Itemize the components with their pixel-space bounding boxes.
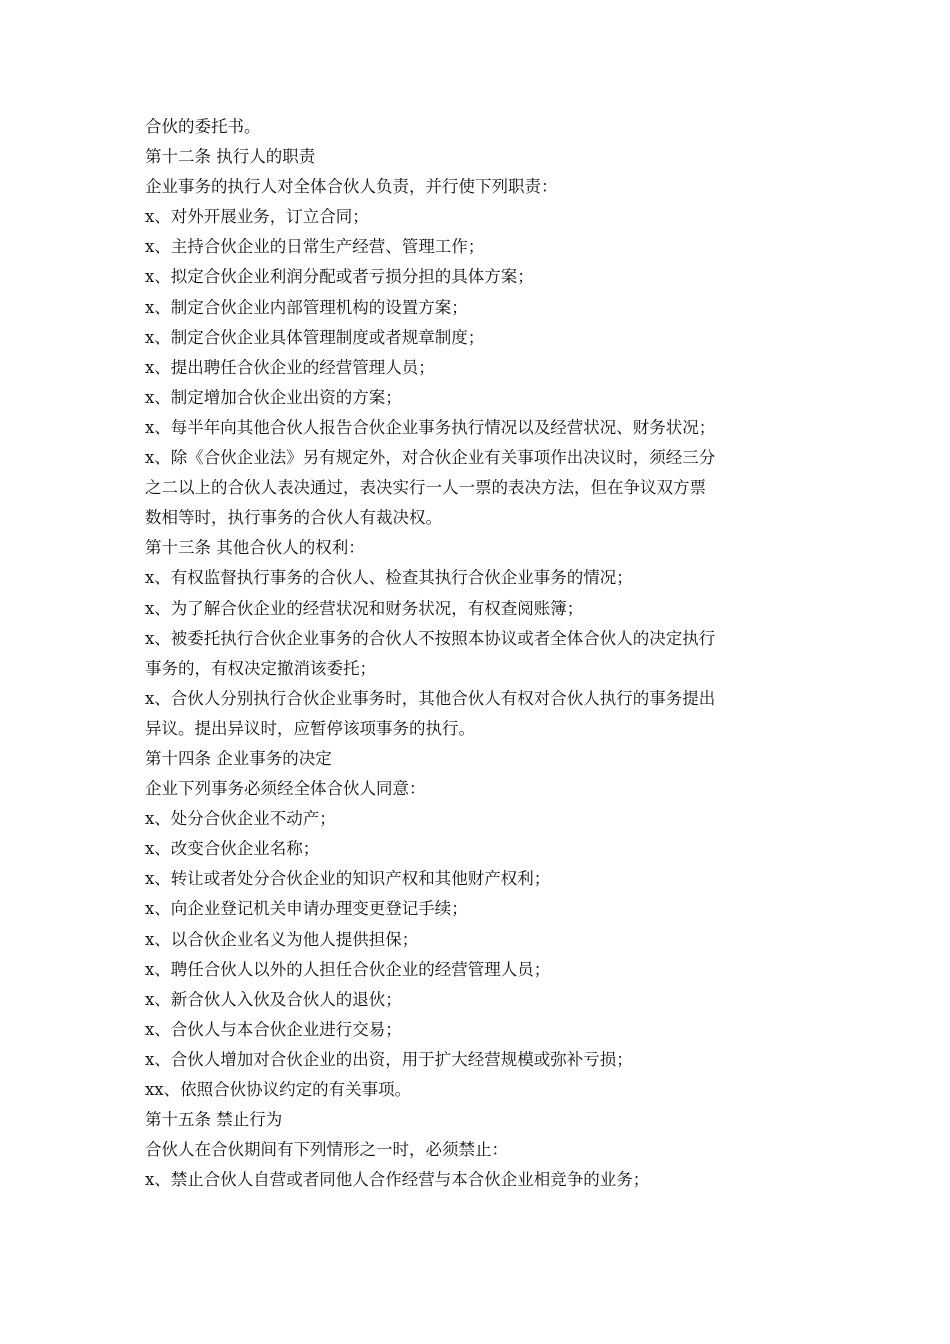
list-item: xx、依照合伙协议约定的有关事项。 — [145, 1080, 412, 1099]
list-item: x、被委托执行合伙企业事务的合伙人不按照本协议或者全体合伙人的决定执行 — [145, 628, 716, 648]
text-line: 之二以上的合伙人表决通过，表决实行一人一票的表决方法，但在争议双方票 — [145, 478, 706, 498]
list-item: x、合伙人增加对合伙企业的出资，用于扩大经营规模或弥补亏损； — [145, 1049, 633, 1069]
list-item: x、新合伙人入伙及合伙人的退伙； — [145, 989, 402, 1009]
list-item: x、合伙人与本合伙企业进行交易； — [145, 1019, 402, 1039]
section-heading: 第十四条 企业事务的决定 — [145, 748, 332, 768]
text-line: 合伙的委托书。 — [145, 117, 261, 136]
list-item: x、拟定合伙企业利润分配或者亏损分担的具体方案； — [145, 267, 534, 287]
list-item: x、制定合伙企业内部管理机构的设置方案； — [145, 297, 468, 317]
list-item: x、制定增加合伙企业出资的方案； — [145, 387, 402, 407]
list-item: x、为了解合伙企业的经营状况和财务状况，有权查阅账簿； — [145, 598, 584, 618]
text-line: 异议。提出异议时，应暂停该项事务的执行。 — [145, 718, 475, 738]
list-item: x、改变合伙企业名称； — [145, 839, 320, 859]
list-item: x、制定合伙企业具体管理制度或者规章制度； — [145, 327, 485, 347]
list-item: x、每半年向其他合伙人报告合伙企业事务执行情况以及经营状况、财务状况； — [145, 417, 716, 437]
list-item: x、有权监督执行事务的合伙人、检查其执行合伙企业事务的情况； — [145, 568, 633, 588]
section-heading: 第十二条 执行人的职责 — [145, 147, 316, 167]
list-item: x、对外开展业务，订立合同； — [145, 207, 369, 227]
list-item: x、聘任合伙人以外的人担任合伙企业的经营管理人员； — [145, 959, 551, 979]
list-item: x、除《合伙企业法》另有规定外，对合伙企业有关事项作出决议时，须经三分 — [145, 448, 716, 468]
text-line: 企业事务的执行人对全体合伙人负责，并行使下列职责： — [145, 177, 558, 197]
list-item: x、禁止合伙人自营或者同他人合作经营与本合伙企业相竞争的业务； — [145, 1170, 650, 1190]
document-body — [145, 112, 817, 1195]
section-heading: 第十三条 其他合伙人的权利： — [145, 538, 365, 558]
section-heading: 第十五条 禁止行为 — [145, 1110, 283, 1130]
list-item: x、向企业登记机关申请办理变更登记手续； — [145, 899, 468, 919]
text-line: 数相等时，执行事务的合伙人有裁决权。 — [145, 508, 442, 528]
list-item: x、主持合伙企业的日常生产经营、管理工作； — [145, 237, 485, 257]
list-item: x、提出聘任合伙企业的经营管理人员； — [145, 357, 435, 377]
list-item: x、处分合伙企业不动产； — [145, 809, 336, 829]
list-item: x、合伙人分别执行合伙企业事务时，其他合伙人有权对合伙人执行的事务提出 — [145, 688, 716, 708]
text-line: 事务的，有权决定撤消该委托； — [145, 658, 376, 678]
text-line: 企业下列事务必须经全体合伙人同意： — [145, 779, 426, 799]
text-line: 合伙人在合伙期间有下列情形之一时，必须禁止： — [145, 1140, 508, 1160]
list-item: x、以合伙企业名义为他人提供担保； — [145, 929, 419, 949]
list-item: x、转让或者处分合伙企业的知识产权和其他财产权利； — [145, 869, 551, 889]
